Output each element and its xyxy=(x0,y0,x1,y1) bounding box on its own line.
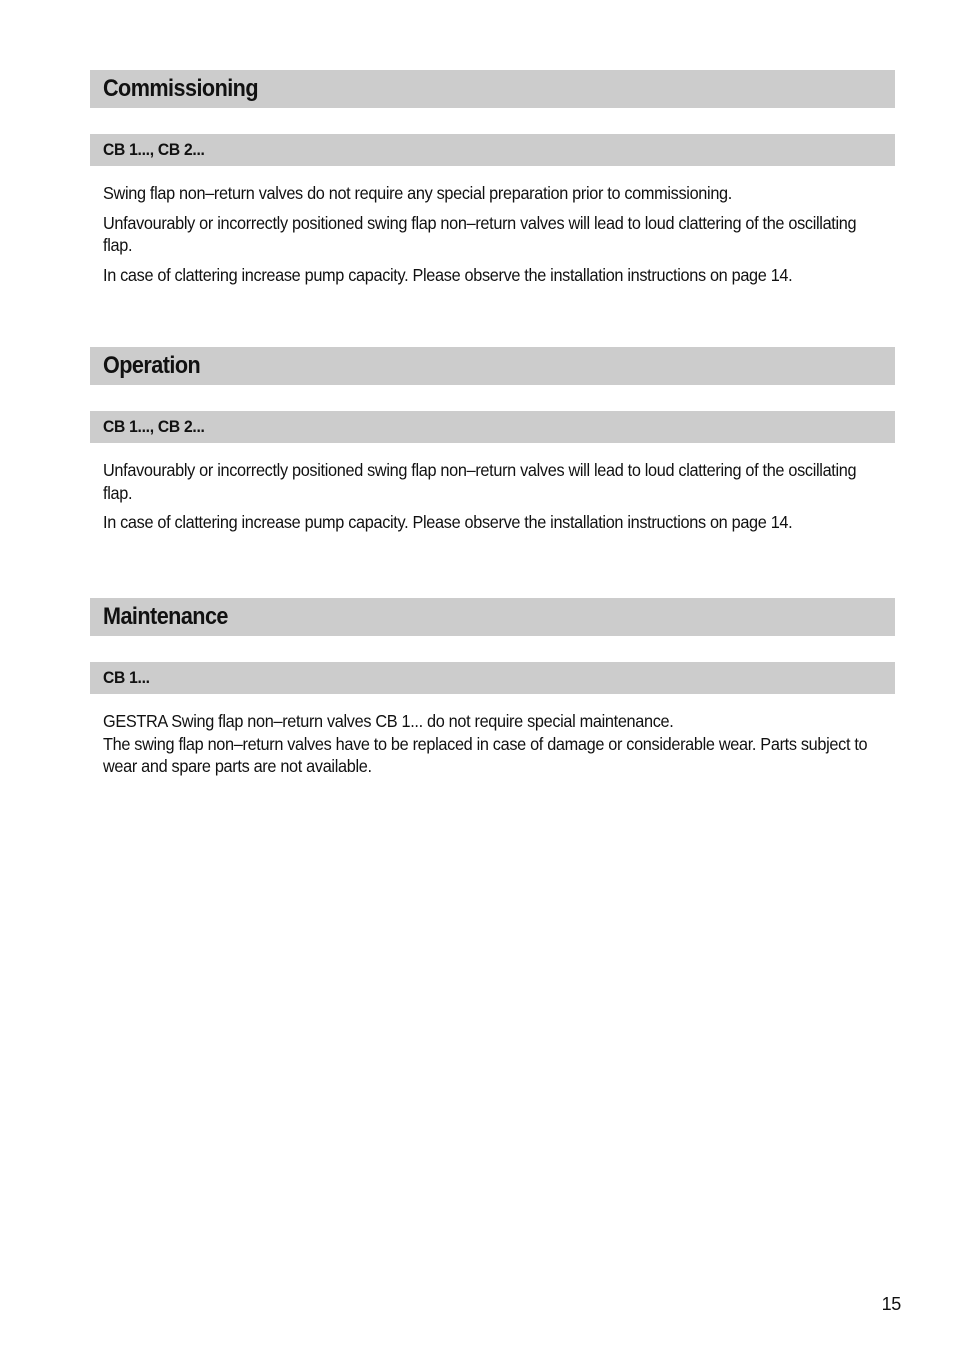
section-heading-bar xyxy=(90,70,895,108)
paragraph: GESTRA Swing flap non–return valves CB 1... do not require special maintenance. xyxy=(103,711,674,731)
page-number: 15 xyxy=(881,1294,901,1314)
section-operation xyxy=(90,347,895,541)
section-title: Maintenance xyxy=(103,603,228,630)
paragraph: Unfavourably or incorrectly positioned swing flap non–return valves will lead to loud clattering of the oscillating flap. xyxy=(103,212,857,255)
section-maintenance xyxy=(90,598,895,785)
subsection-title: CB 1..., CB 2... xyxy=(103,417,205,436)
section-commissioning xyxy=(90,70,895,293)
section-heading-bar xyxy=(90,598,895,636)
subsection-title: CB 1..., CB 2... xyxy=(103,140,205,159)
section-heading-bar xyxy=(90,347,895,385)
subsection-title: CB 1... xyxy=(103,668,150,687)
subsection-heading-bar xyxy=(90,662,895,694)
paragraph: In case of clattering increase pump capacity. Please observe the installation instructions on page 14. xyxy=(103,512,793,532)
section-title: Commissioning xyxy=(103,75,258,102)
paragraph: Swing flap non–return valves do not require any special preparation prior to commissioning. xyxy=(103,183,732,203)
section-body xyxy=(90,182,895,286)
section-body xyxy=(90,459,895,534)
subsection-heading-bar xyxy=(90,411,895,443)
paragraph: In case of clattering increase pump capacity. Please observe the installation instructions on page 14. xyxy=(103,264,793,285)
paragraph: The swing flap non–return valves have to be replaced in case of damage or considerable wear. Parts subject to wear and spare parts are not available. xyxy=(103,733,868,776)
subsection-heading-bar xyxy=(90,134,895,166)
paragraph: Unfavourably or incorrectly positioned swing flap non–return valves will lead to loud clattering of the oscillating flap. xyxy=(103,460,857,503)
section-body xyxy=(90,710,895,778)
section-title: Operation xyxy=(103,352,201,379)
